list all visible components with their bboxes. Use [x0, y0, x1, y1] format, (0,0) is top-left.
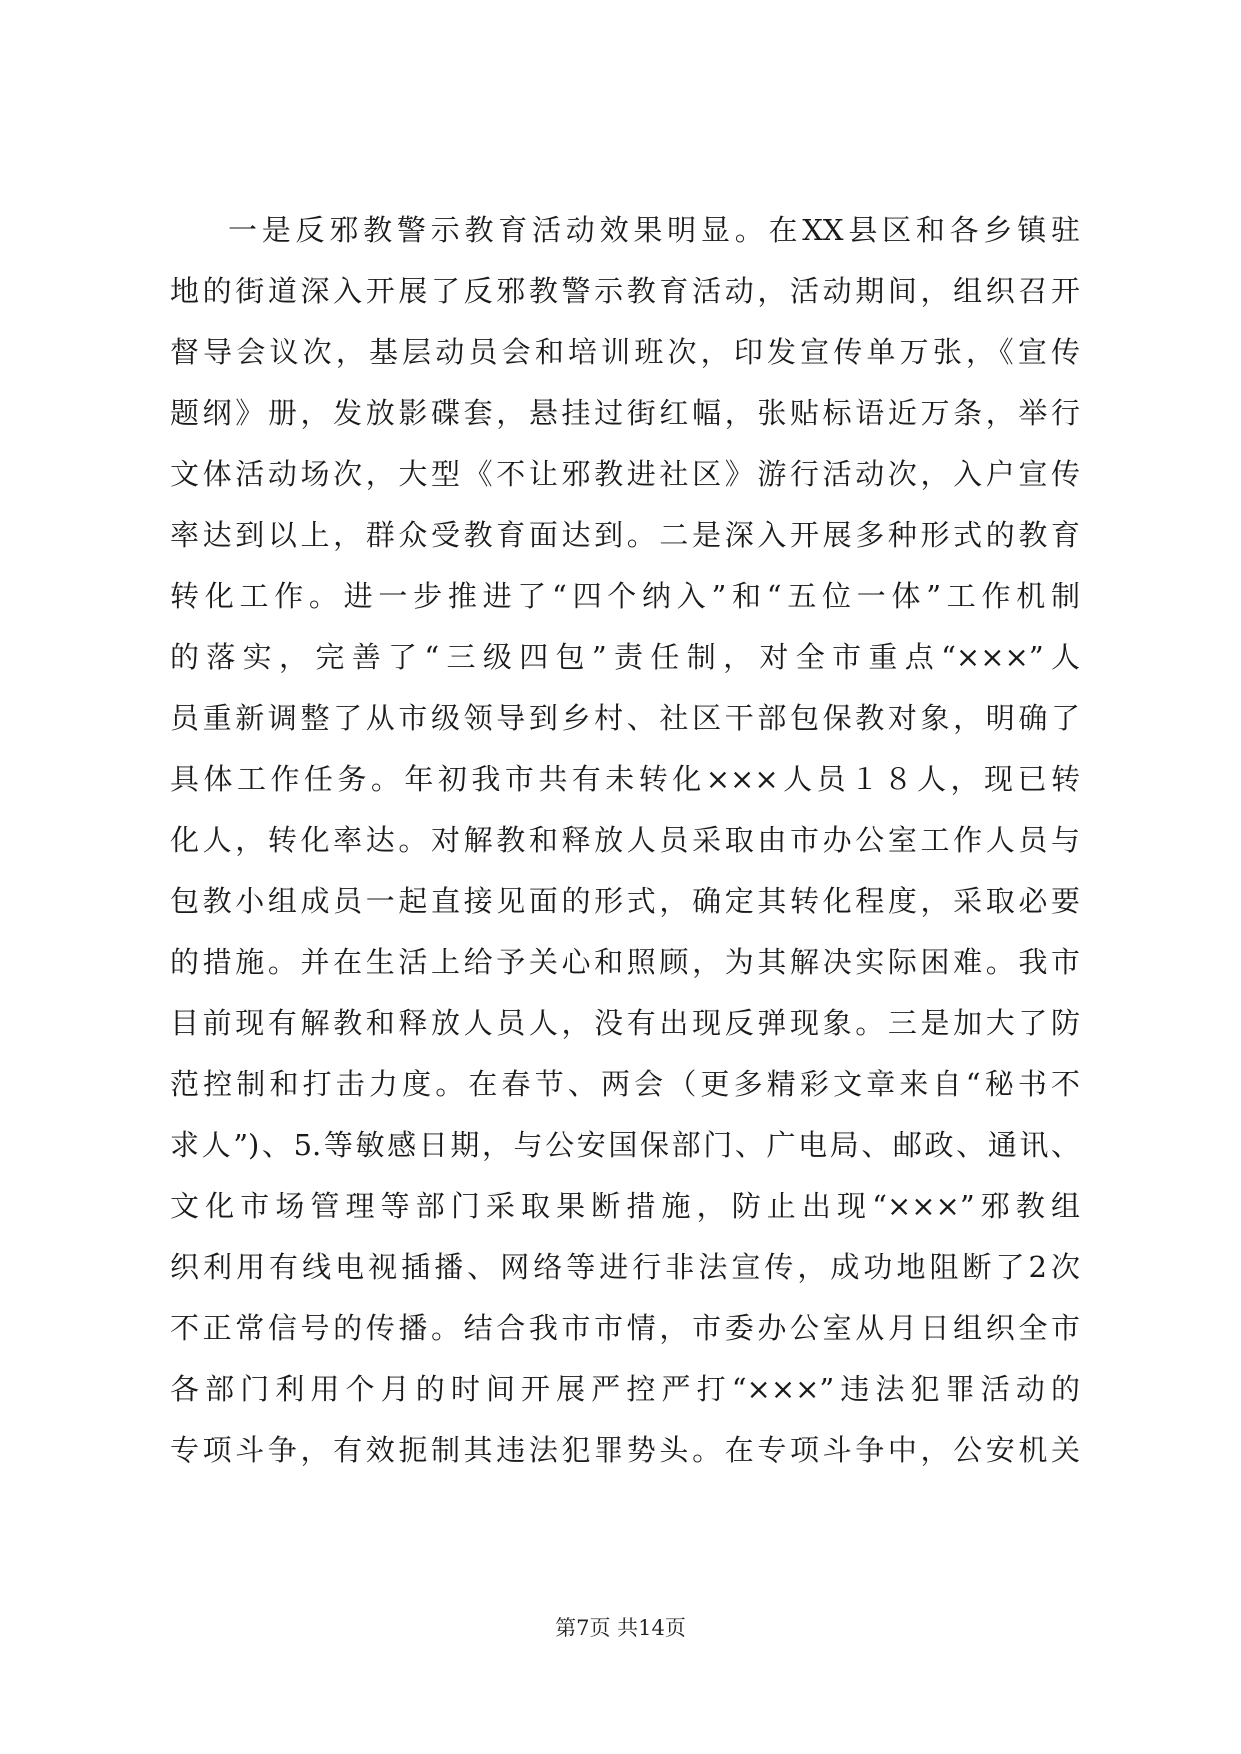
text-line: 具体工作任务。年初我市共有未转化×××人员１８人，现已转 — [170, 762, 1080, 796]
text-line: 不正常信号的传播。结合我市市情，市委办公室从月日组织全市 — [170, 1311, 1080, 1345]
text-line: 各部门利用个月的时间开展严控严打“×××”违法犯罪活动的 — [170, 1372, 1080, 1406]
text-line: 文化市场管理等部门采取果断措施，防止出现“×××”邪教组 — [170, 1189, 1080, 1223]
text-line: 的落实，完善了“三级四包”责任制，对全市重点“×××”人 — [170, 640, 1080, 674]
text-line: 文体活动场次，大型《不让邪教进社区》游行活动次，入户宣传 — [170, 457, 1080, 491]
text-line: 包教小组成员一起直接见面的形式，确定其转化程度，采取必要 — [170, 884, 1080, 918]
text-line: 员重新调整了从市级领导到乡村、社区干部包保教对象，明确了 — [170, 701, 1080, 735]
text-line: 范控制和打击力度。在春节、两会（更多精彩文章来自“秘书不 — [170, 1067, 1080, 1101]
page-footer — [0, 1612, 1241, 1642]
text-line: 织利用有线电视插播、网络等进行非法宣传，成功地阻断了2次 — [170, 1250, 1080, 1284]
text-line: 率达到以上，群众受教育面达到。二是深入开展多种形式的教育 — [170, 518, 1080, 552]
text-line: 目前现有解教和释放人员人，没有出现反弹现象。三是加大了防 — [170, 1006, 1080, 1040]
text-line: 一是反邪教警示教育活动效果明显。在XX县区和各乡镇驻 — [228, 213, 1080, 247]
text-line: 转化工作。进一步推进了“四个纳入”和“五位一体”工作机制 — [170, 579, 1080, 613]
text-line: 求人”)、5.等敏感日期，与公安国保部门、广电局、邮政、通讯、 — [170, 1128, 1080, 1162]
text-line: 题纲》册，发放影碟套，悬挂过街红幅，张贴标语近万条，举行 — [170, 396, 1080, 430]
page-number: 第7页 共14页 — [555, 1616, 686, 1640]
text-line: 化人，转化率达。对解教和释放人员采取由市办公室工作人员与 — [170, 823, 1080, 857]
text-line: 的措施。并在生活上给予关心和照顾，为其解决实际困难。我市 — [170, 945, 1080, 979]
text-line: 督导会议次，基层动员会和培训班次，印发宣传单万张，《宣传 — [170, 335, 1080, 369]
text-line: 专项斗争，有效扼制其违法犯罪势头。在专项斗争中，公安机关 — [170, 1433, 1080, 1467]
body-paragraph — [170, 200, 1080, 1481]
text-line: 地的街道深入开展了反邪教警示教育活动，活动期间，组织召开 — [170, 274, 1080, 308]
